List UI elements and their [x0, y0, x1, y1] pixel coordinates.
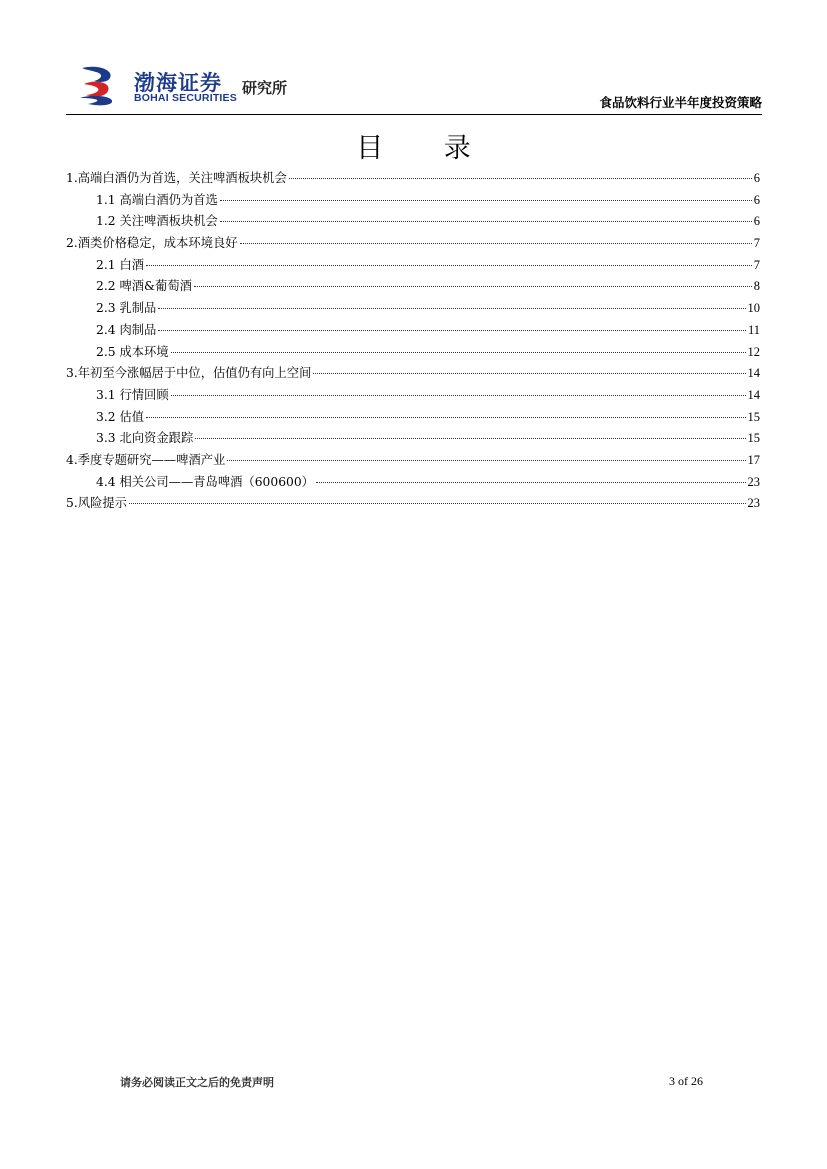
- toc-entry-label[interactable]: 1.2 关注啤酒板块机会: [96, 214, 218, 229]
- toc-entry-label[interactable]: 2.4 肉制品: [96, 322, 157, 337]
- toc-entry-page[interactable]: 14: [747, 387, 760, 402]
- toc-entry-page[interactable]: 12: [747, 344, 760, 359]
- header-divider: [66, 114, 762, 115]
- toc-entry-label[interactable]: 2.3 乳制品: [96, 301, 157, 316]
- toc-entry-label[interactable]: 2.1 白酒: [96, 257, 145, 272]
- toc-entry[interactable]: [66, 385, 760, 407]
- toc-dot-leader: [313, 373, 745, 374]
- toc-entry-page[interactable]: 6: [753, 171, 760, 185]
- toc-entry-label[interactable]: 3.1 行情回顾: [96, 387, 169, 402]
- toc-dot-leader: [171, 352, 746, 353]
- toc-dot-leader: [220, 221, 752, 222]
- report-type-title: 食品饮料行业半年度投资策略: [599, 95, 762, 110]
- toc-entry-label[interactable]: 1.高端白酒仍为首选，关注啤酒板块机会: [66, 171, 287, 185]
- toc-entry-label[interactable]: 5.风险提示: [66, 496, 127, 511]
- toc-entry-label[interactable]: 4.季度专题研究——啤酒产业: [66, 452, 226, 467]
- logo-english-name: BOHAI SECURITIES: [134, 92, 237, 104]
- toc-entry[interactable]: [66, 407, 760, 429]
- toc-entry[interactable]: [66, 363, 760, 385]
- toc-entry-page[interactable]: 6: [753, 214, 760, 229]
- toc-dot-leader: [171, 395, 746, 396]
- toc-entry[interactable]: [66, 211, 760, 233]
- toc-entry[interactable]: [66, 428, 760, 450]
- toc-entry[interactable]: [66, 298, 760, 320]
- toc-entry-label[interactable]: 2.2 啤酒&葡萄酒: [96, 279, 192, 294]
- toc-entry-label[interactable]: 2.5 成本环境: [96, 344, 169, 359]
- table-of-contents: [66, 168, 760, 515]
- page-number: 3 of 26: [669, 1074, 703, 1088]
- toc-entry[interactable]: [66, 450, 760, 472]
- bohai-securities-logo: [78, 64, 298, 110]
- toc-entry[interactable]: [66, 233, 760, 255]
- toc-dot-leader: [129, 503, 746, 504]
- toc-dot-leader: [220, 200, 752, 201]
- toc-entry-label[interactable]: 3.3 北向资金跟踪: [96, 431, 194, 446]
- toc-dot-leader: [146, 265, 752, 266]
- toc-entry[interactable]: [66, 190, 760, 212]
- bohai-logo-icon: [78, 64, 118, 106]
- toc-entry-page[interactable]: 14: [747, 366, 760, 381]
- toc-entry-label[interactable]: 3.2 估值: [96, 409, 145, 424]
- toc-entry-label[interactable]: 4.4 相关公司——青岛啤酒（600600）: [96, 474, 314, 489]
- toc-dot-leader: [158, 308, 745, 309]
- toc-entry-page[interactable]: 10: [747, 301, 760, 316]
- logo-institute-label: 研究所: [242, 79, 288, 97]
- toc-entry-page[interactable]: 11: [747, 322, 760, 337]
- toc-dot-leader: [227, 460, 745, 461]
- toc-entry-page[interactable]: 6: [753, 192, 760, 207]
- toc-entry[interactable]: [66, 472, 760, 494]
- toc-entry-page[interactable]: 17: [747, 452, 760, 467]
- toc-entry-label[interactable]: 1.1 高端白酒仍为首选: [96, 192, 218, 207]
- toc-entry[interactable]: [66, 255, 760, 277]
- toc-dot-leader: [158, 330, 746, 331]
- toc-entry-page[interactable]: 8: [753, 279, 760, 294]
- toc-dot-leader: [240, 243, 752, 244]
- toc-entry-label[interactable]: 2.酒类价格稳定，成本环境良好: [66, 236, 238, 251]
- page-header: [66, 60, 762, 113]
- toc-dot-leader: [289, 178, 752, 179]
- footer-disclaimer: 请务必阅读正文之后的免责声明: [120, 1076, 274, 1089]
- logo-chinese-name: 渤海证券: [134, 71, 222, 95]
- toc-entry[interactable]: [66, 342, 760, 364]
- toc-dot-leader: [316, 482, 746, 483]
- toc-entry[interactable]: [66, 276, 760, 298]
- toc-entry[interactable]: [66, 320, 760, 342]
- toc-entry-page[interactable]: 7: [753, 257, 760, 272]
- toc-entry-page[interactable]: 15: [747, 431, 760, 446]
- toc-entry-page[interactable]: 7: [753, 236, 760, 251]
- toc-title: 目 录: [356, 133, 497, 164]
- toc-entry-page[interactable]: 15: [747, 409, 760, 424]
- toc-dot-leader: [195, 438, 745, 439]
- toc-entry-label[interactable]: 3.年初至今涨幅居于中位，估值仍有向上空间: [66, 366, 312, 381]
- toc-entry-page[interactable]: 23: [747, 474, 760, 489]
- toc-entry-page[interactable]: 23: [747, 496, 760, 511]
- toc-entry[interactable]: [66, 168, 760, 190]
- toc-dot-leader: [146, 417, 745, 418]
- toc-dot-leader: [194, 286, 752, 287]
- toc-entry[interactable]: [66, 493, 760, 515]
